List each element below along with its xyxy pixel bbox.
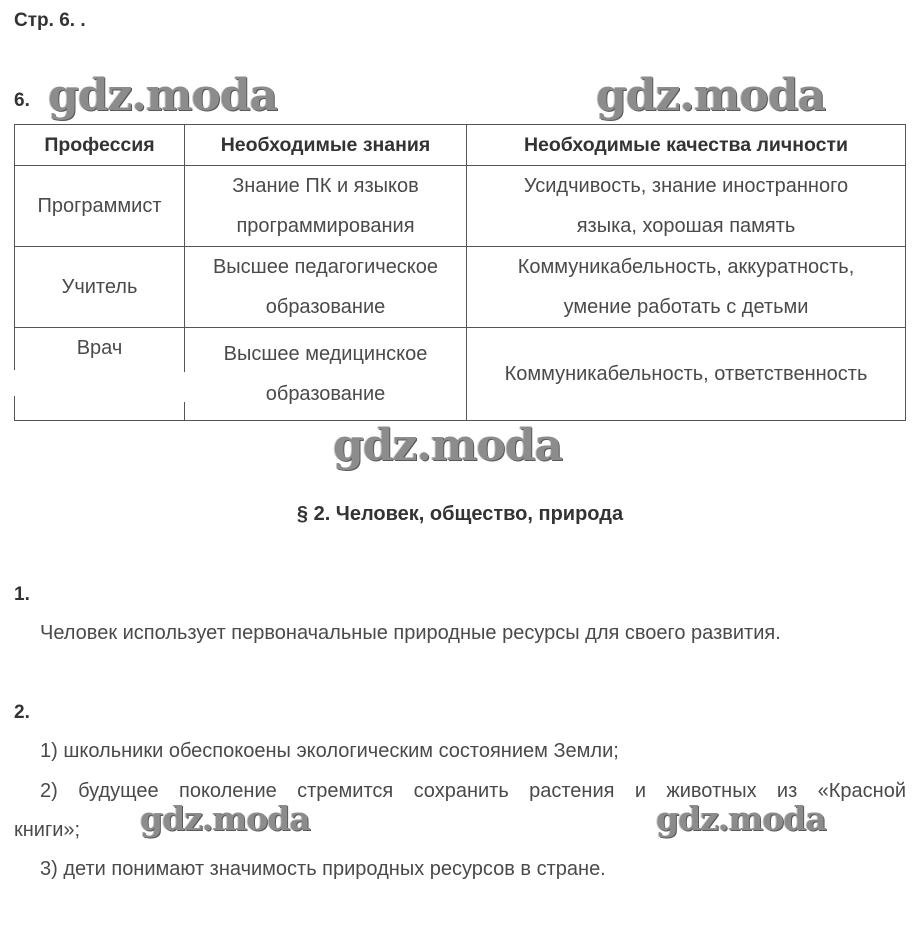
table-row	[15, 328, 906, 421]
profession-cell: Программист	[15, 166, 185, 247]
qualities-line: языка, хорошая память	[576, 215, 796, 237]
task2-item-continuation: книги»;	[14, 819, 81, 841]
professions-table	[14, 124, 906, 421]
qualities-line: Коммуникабельность, ответственность	[504, 363, 868, 385]
scan-gap	[10, 370, 16, 396]
qualities-cell	[467, 247, 906, 328]
qualities-cell	[467, 328, 906, 421]
knowledge-cell	[185, 166, 467, 247]
qualities-line: Усидчивость, знание иностранного	[523, 175, 849, 197]
task2-item: 1) школьники обеспокоены экологическим состоянием Земли;	[40, 740, 619, 762]
qualities-line: Коммуникабельность, аккуратность,	[517, 256, 855, 278]
task-number-1: 1.	[14, 584, 30, 605]
knowledge-line: программирования	[236, 215, 415, 237]
watermark: gdz.moda	[48, 70, 278, 121]
table-header-row	[15, 125, 906, 166]
profession-cell: Врач	[15, 328, 185, 421]
watermark: gdz.moda	[333, 420, 563, 471]
table-row	[15, 247, 906, 328]
table-header-cell: Необходимые знания	[185, 125, 467, 166]
knowledge-line: образование	[265, 383, 386, 405]
section-heading: § 2. Человек, общество, природа	[296, 503, 624, 525]
knowledge-line: Высшее медицинское	[223, 343, 428, 365]
task2-item: 2) будущее поколение стремится сохранить растения и животных из «Красной	[40, 780, 906, 802]
task1-answer: Человек использует первоначальные природные ресурсы для своего развития.	[40, 622, 781, 644]
watermark: gdz.moda	[596, 70, 826, 121]
knowledge-cell	[185, 247, 467, 328]
qualities-line: умение работать с детьми	[563, 296, 809, 318]
knowledge-cell	[185, 328, 467, 421]
page-title: Стр. 6. .	[14, 10, 86, 31]
table-header-cell: Необходимые качества личности	[467, 125, 906, 166]
watermark: gdz.moda	[656, 799, 826, 838]
table-row	[15, 166, 906, 247]
profession-cell: Учитель	[15, 247, 185, 328]
knowledge-line: Знание ПК и языков	[232, 175, 419, 197]
table-header-cell: Профессия	[15, 125, 185, 166]
knowledge-line: Высшее педагогическое	[212, 256, 439, 278]
task-number-6: 6.	[14, 90, 30, 111]
knowledge-line: образование	[265, 296, 386, 318]
task2-item: 3) дети понимают значимость природных ресурсов в стране.	[40, 858, 606, 880]
qualities-cell	[467, 166, 906, 247]
task-number-2: 2.	[14, 702, 30, 723]
scan-gap	[180, 372, 188, 402]
watermark: gdz.moda	[140, 799, 310, 838]
